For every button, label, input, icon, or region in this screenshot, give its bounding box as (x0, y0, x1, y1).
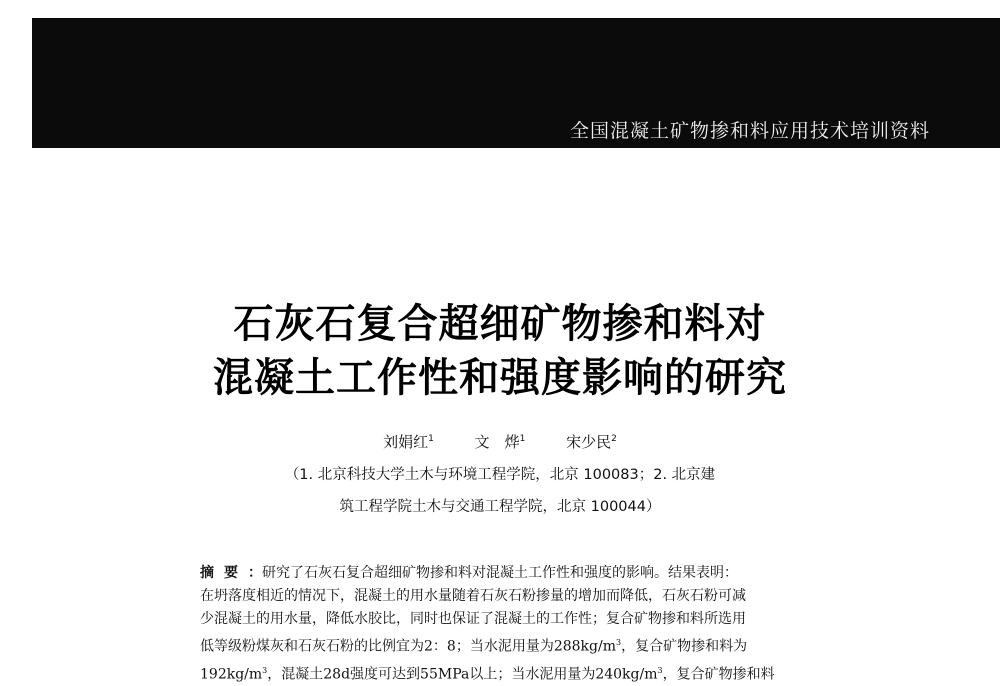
series-title: 全国混凝土矿物掺和料应用技术培训资料 (569, 120, 930, 142)
paper-title-line-1: 石灰石复合超细矿物掺和料对 (233, 301, 767, 347)
abstract (200, 562, 824, 686)
abstract-line-2: 在坍落度相近的情况下，混凝土的用水量随着石灰石粉掺量的增加而降低，石灰石粉可减 (200, 588, 746, 604)
author-1: 刘娟红$^1$ (383, 433, 434, 451)
affiliation-line-2: 筑工程学院土木与交通工程学院，北京 100044） (339, 499, 661, 515)
paper-title-line-2: 混凝土工作性和强度影响的研究 (213, 355, 787, 401)
author-3: 宋少民$^2$ (566, 433, 617, 451)
author-list (0, 431, 1000, 452)
abstract-colon: ： (248, 565, 262, 581)
abstract-line-3: 少混凝土的用水量，降低水胶比，同时也保证了混凝土的工作性；复合矿物掺和料所选用 (200, 611, 746, 627)
author-2: 文 烨$^1$ (474, 433, 526, 451)
abstract-line-4: 低等级粉煤灰和石灰石粉的比例宜为2：8；当水泥用量为$288kg/m^3$，复合矿物掺和料为 (200, 638, 748, 655)
abstract-line-1: 摘要：研究了石灰石复合超细矿物掺和料对混凝土工作性和强度的影响。结果表明： (200, 565, 738, 581)
author-2-affil: 1 (519, 434, 526, 444)
abstract-label: 摘要 (200, 565, 248, 581)
author-1-affil: 1 (428, 434, 434, 444)
header-band (32, 18, 1000, 148)
abstract-line-5: $192kg/m^3$，混凝土28d强度可达到55MPa以上；当水泥用量为$240kg/m^3$，复合矿物掺和料 (200, 665, 775, 683)
affiliation-line-1: （1. 北京科技大学土木与环境工程学院，北京 100083；2. 北京建 (284, 467, 716, 483)
author-3-affil: 2 (611, 434, 617, 444)
